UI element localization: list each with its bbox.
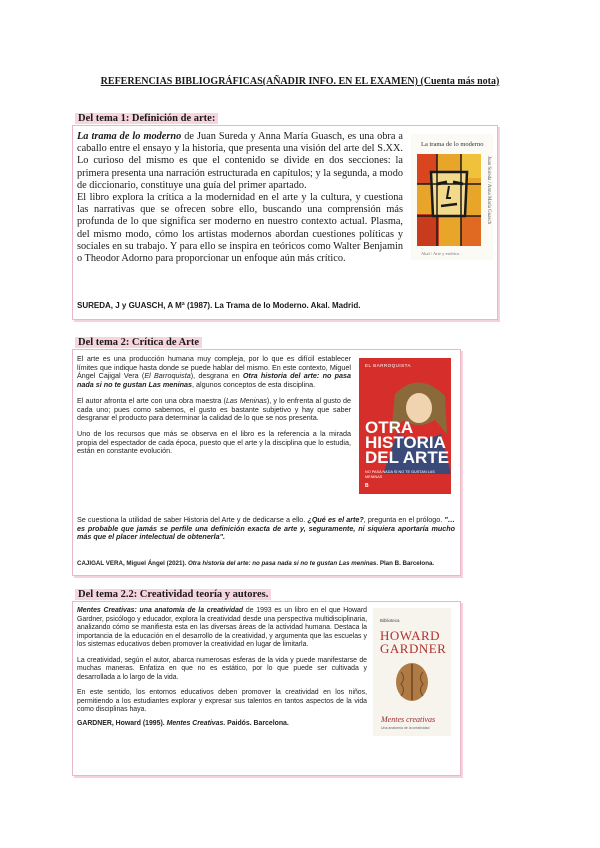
section-1-p1-text: de Juan Sureda y Anna María Guasch, es una obra a caballo entre el ensayo y la historia, que presenta una visión del arte del S.XX. Lo curioso del mismo es que el contenido se divide en dos secciones: la primera presenta una narración estructurada en capítulos; y la segunda, a modo de diccionario, constituye una guía del primer apartado. [77,131,403,191]
section-3-paragraph-3: En este sentido, los entornos educativos deben promover la creatividad en los niños, permitiendo a los estudiantes explorar y expresar sus talentos en tantos aspectos de la vida como disciplinas haya. [77,689,367,713]
cover-logo: B [365,483,369,489]
section-2-heading: Del tema 2: Crítica de Arte [75,337,202,348]
cover-subtitle: Una anatomía de la creatividad [381,726,430,730]
section-1-box [72,125,498,320]
section-1-heading: Del tema 1: Definición de arte: [75,113,218,124]
section-2-paragraph-1: El arte es una producción humana muy compleja, por lo que es difícil establecer límites que indique hasta donde se puede hablar del mismo. En este contexto, Miguel Ángel Cajigal Vera (El Barroquista), desgrana en Otra historia del arte: no pasa nada si no te gustan Las meninas, algunos conceptos de esta disciplina. [77,354,351,390]
cover-subtitle: NO PASA NADA SI NO TE GUSTAN LAS MENINAS [365,470,435,479]
cover-publisher: Akal / Arte y estética [421,251,459,256]
cover-series: Biblioteca [380,618,400,623]
book-cover-trama [411,134,493,260]
section-3-paragraph-1: Mentes Creativas: una anatomía de la creatividad de 1993 es un libro en el que Howard Gardner, psicólogo y educador, explora la creatividad desde una perspectiva multidisciplinaria, analizando cómo se manifiesta esta en las diversas áreas de la actividad humana. Destaca la importancia de la educación en el desarrollo de la creatividad, y argumenta que las escuelas y los sistemas educativos deben promover la creatividad en lugar de limitarla. [77,607,367,648]
cover-authors: Juan Sureda / Anna María Guasch [486,156,491,225]
book-cover-mentes-creativas [373,608,451,736]
walnut-icon [393,660,431,704]
section-3-text [77,607,367,728]
section-3-box [72,601,461,776]
cover-title: Mentes creativas [381,715,436,724]
section-2-box [72,349,461,576]
cover-author-last: GARDNER [380,641,447,656]
section-2-paragraph-3: Uno de los recursos que más se observa en el libro es la referencia a la mirada propia del espectador de cada época, puesto que el arte y la disciplina que lo estudia, están en constante evolución. [77,428,351,456]
section-3-paragraph-2: La creatividad, según el autor, abarca numerosas esferas de la vida y puede manifestarse de muchas maneras. Enfatiza en que no es estático, por lo que puede ser cultivada y desarrollada a lo largo de la vida. [77,656,367,681]
cover-author-first: HOWARD [380,628,441,643]
cover-title: OTRA HISTORIA DEL ARTE [365,418,450,467]
section-2-reference: CAJIGAL VERA, Miguel Ángel (2021). Otra historia del arte: no pasa nada si no te gustan Las meninas. Plan B. Barcelona. [77,560,435,567]
section-2-paragraph-2: El autor afronta el arte con una obra maestra (Las Meninas), y lo enfrenta al gusto de cada uno; pues como sabemos, el gusto es bastante subjetivo y hay que saber desgranar el producto para determinar la calidad de lo que se nos presenta. [77,395,351,423]
section-1-paragraph-2: El libro explora la crítica a la modernidad en el arte y la cultura, y cuestiona las narrativas que se ofrecen sobre ello, buscando una comprensión más profunda de lo que significa ser moderno en nuestro contexto actual. Plasma, del mismo modo, cómo los artistas modernos abordan cuestiones políticas y sociales en su trabajo. Y para ello se inspira en teóricos como Walter Benjamin o Theodor Adorno para proporcionar un enfoque aún más crítico. [77,192,403,265]
page-title: REFERENCIAS BIBLIOGRÁFICAS(AÑADIR INFO. EN EL EXAMEN) (Cuenta más nota) [100,76,500,87]
cover-author: EL BARROQUISTA [365,363,412,368]
section-3-heading: Del tema 2.2: Creatividad teoría y autores. [75,589,271,600]
section-2-text [77,355,351,456]
cover-artwork [417,154,481,246]
section-3-reference: GARDNER, Howard (1995). Mentes Creativas. Paidós. Barcelona. [77,719,289,727]
cover-title: La trama de lo moderno [421,141,484,148]
section-2-paragraph-4: Se cuestiona la utilidad de saber Historia del Arte y de dedicarse a ello. ¿Qué es el arte?, pregunta en el prólogo. "…es probable que jamás se perfile una definición exacta de arte y, seguramente, ni siquiera aportaría mucho más que el placer intelectual de obtenerla". [77,515,455,542]
section-1-text [77,131,403,265]
book-cover-otra-historia [359,358,451,494]
section-1-paragraph-1 [77,131,403,192]
book-title-trama: La trama de lo moderno [77,131,182,142]
section-1-reference: SUREDA, J y GUASCH, A Mª (1987). La Trama de lo Moderno. Akal. Madrid. [77,301,361,310]
